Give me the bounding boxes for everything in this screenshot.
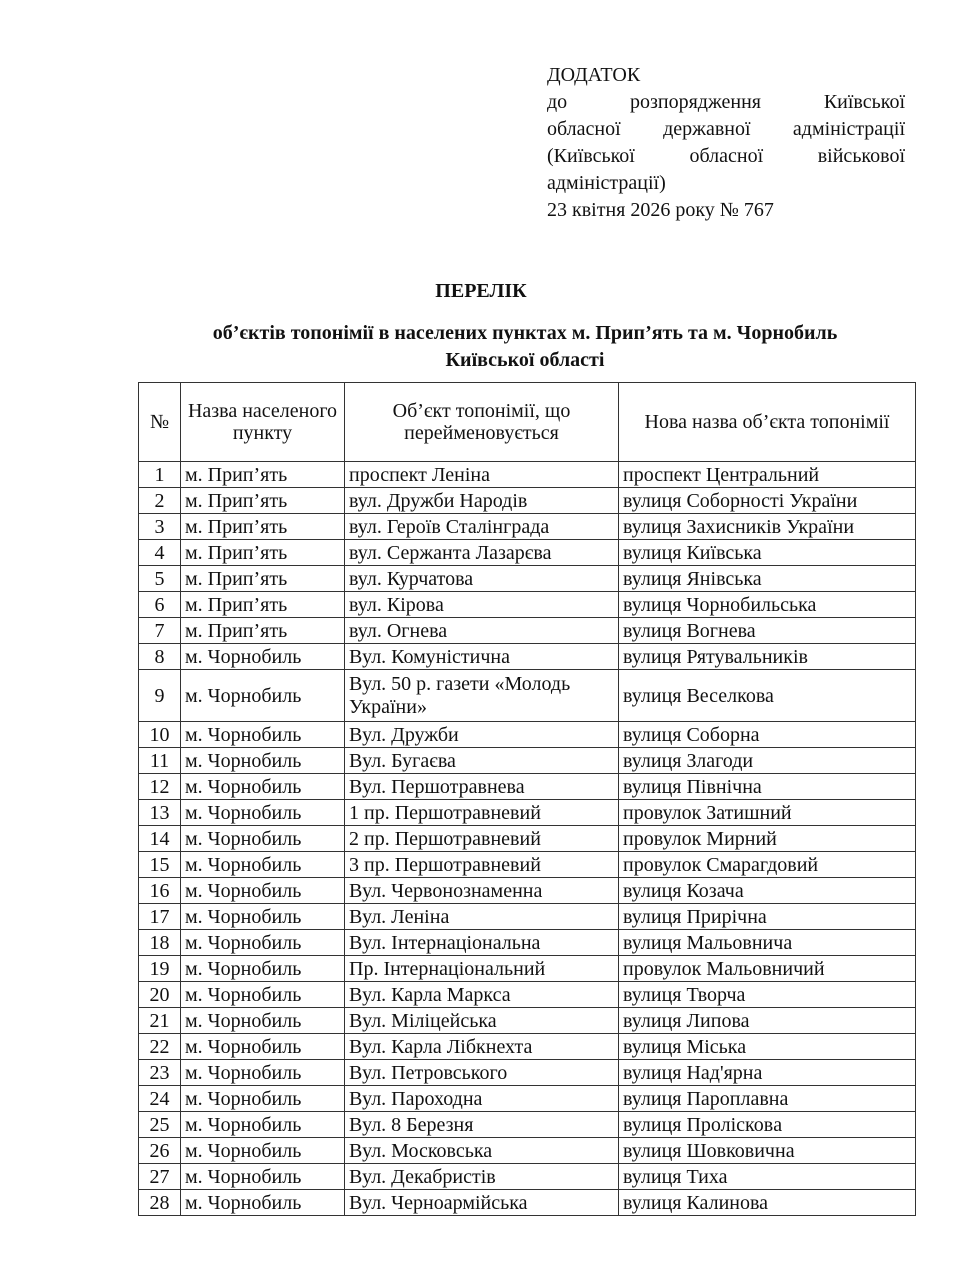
annex-heading: ДОДАТОК: [547, 64, 641, 86]
row-number: 18: [139, 930, 181, 956]
old-name-cell: Вул. Бугаєва: [345, 748, 619, 774]
table-row: [139, 982, 916, 1008]
old-name-cell: Вул. Червонознаменна: [345, 878, 619, 904]
table-row: [139, 722, 916, 748]
table-row: [139, 852, 916, 878]
old-name-cell: Вул. Пароходна: [345, 1086, 619, 1112]
settlement-cell: м. Чорнобиль: [181, 1112, 345, 1138]
old-name-cell: Вул. Петровського: [345, 1060, 619, 1086]
new-name-cell: провулок Затишний: [619, 800, 916, 826]
table-row: [139, 618, 916, 644]
row-number: 22: [139, 1034, 181, 1060]
row-number: 10: [139, 722, 181, 748]
new-name-cell: вулиця Захисників України: [619, 514, 916, 540]
old-name-cell: Вул. Декабристів: [345, 1164, 619, 1190]
new-name-cell: провулок Мирний: [619, 826, 916, 852]
settlement-cell: м. Чорнобиль: [181, 930, 345, 956]
settlement-cell: м. Чорнобиль: [181, 644, 345, 670]
annex-line: адміністрації): [547, 172, 666, 194]
old-name-cell: вул. Дружби Народів: [345, 488, 619, 514]
new-name-cell: вулиця Творча: [619, 982, 916, 1008]
table-body: [139, 462, 916, 1216]
settlement-cell: м. Чорнобиль: [181, 1060, 345, 1086]
table-row: [139, 826, 916, 852]
header-old-name: Об’єкт топонімії, що перейменовується: [345, 383, 619, 462]
new-name-cell: вулиця Липова: [619, 1008, 916, 1034]
row-number: 23: [139, 1060, 181, 1086]
new-name-cell: вулиця Чорнобильська: [619, 592, 916, 618]
settlement-cell: м. Чорнобиль: [181, 904, 345, 930]
table-row: [139, 956, 916, 982]
row-number: 15: [139, 852, 181, 878]
row-number: 4: [139, 540, 181, 566]
document-subtitle: [120, 320, 930, 374]
row-number: 28: [139, 1190, 181, 1216]
table-row: [139, 1060, 916, 1086]
header-number: №: [139, 383, 181, 462]
document-title: ПЕРЕЛІК: [435, 280, 527, 302]
table-header-row: [139, 383, 916, 462]
new-name-cell: вулиця Тиха: [619, 1164, 916, 1190]
old-name-cell: Вул. Леніна: [345, 904, 619, 930]
settlement-cell: м. Чорнобиль: [181, 722, 345, 748]
header-new-name: Нова назва об’єкта топонімії: [619, 383, 916, 462]
old-name-cell: 3 пр. Першотравневий: [345, 852, 619, 878]
table-row: [139, 566, 916, 592]
subtitle-line: об’єктів топонімії в населених пунктах м. Прип’ять та м. Чорнобиль: [212, 322, 838, 344]
settlement-cell: м. Прип’ять: [181, 540, 345, 566]
row-number: 1: [139, 462, 181, 488]
old-name-cell: 2 пр. Першотравневий: [345, 826, 619, 852]
table-row: [139, 878, 916, 904]
new-name-cell: вулиця Мальовнича: [619, 930, 916, 956]
row-number: 13: [139, 800, 181, 826]
settlement-cell: м. Прип’ять: [181, 514, 345, 540]
settlement-cell: м. Чорнобиль: [181, 878, 345, 904]
settlement-cell: м. Чорнобиль: [181, 1086, 345, 1112]
row-number: 17: [139, 904, 181, 930]
table-row: [139, 462, 916, 488]
new-name-cell: вулиця Над'ярна: [619, 1060, 916, 1086]
table-row: [139, 670, 916, 722]
table-row: [139, 1112, 916, 1138]
new-name-cell: вулиця Шовковична: [619, 1138, 916, 1164]
table-row: [139, 540, 916, 566]
new-name-cell: вулиця Калинова: [619, 1190, 916, 1216]
table-row: [139, 488, 916, 514]
settlement-cell: м. Чорнобиль: [181, 956, 345, 982]
row-number: 24: [139, 1086, 181, 1112]
old-name-cell: Вул. Міліцейська: [345, 1008, 619, 1034]
settlement-cell: м. Чорнобиль: [181, 1138, 345, 1164]
old-name-cell: Вул. Московська: [345, 1138, 619, 1164]
row-number: 3: [139, 514, 181, 540]
table-row: [139, 1034, 916, 1060]
table-row: [139, 1086, 916, 1112]
old-name-cell: Пр. Інтернаціональний: [345, 956, 619, 982]
settlement-cell: м. Чорнобиль: [181, 826, 345, 852]
table-row: [139, 1164, 916, 1190]
settlement-cell: м. Чорнобиль: [181, 852, 345, 878]
old-name-cell: проспект Леніна: [345, 462, 619, 488]
old-name-cell: вул. Кірова: [345, 592, 619, 618]
row-number: 19: [139, 956, 181, 982]
new-name-cell: вулиця Пролісковa: [619, 1112, 916, 1138]
table-row: [139, 1190, 916, 1216]
settlement-cell: м. Чорнобиль: [181, 982, 345, 1008]
new-name-cell: вулиця Янівська: [619, 566, 916, 592]
annex-block: [547, 62, 905, 224]
old-name-cell: Вул. Інтернаціональна: [345, 930, 619, 956]
old-name-cell: Вул. Черноармійська: [345, 1190, 619, 1216]
table-row: [139, 592, 916, 618]
old-name-cell: Вул. Дружби: [345, 722, 619, 748]
old-name-cell: вул. Курчатова: [345, 566, 619, 592]
old-name-cell: Вул. Комуністична: [345, 644, 619, 670]
settlement-cell: м. Чорнобиль: [181, 748, 345, 774]
row-number: 27: [139, 1164, 181, 1190]
new-name-cell: провулок Мальовничий: [619, 956, 916, 982]
toponymy-table: [138, 382, 916, 1216]
row-number: 21: [139, 1008, 181, 1034]
table-row: [139, 514, 916, 540]
new-name-cell: вулиця Міська: [619, 1034, 916, 1060]
header-settlement: Назва населеного пункту: [181, 383, 345, 462]
table-row: [139, 1008, 916, 1034]
settlement-cell: м. Прип’ять: [181, 592, 345, 618]
new-name-cell: вулиця Пароплавна: [619, 1086, 916, 1112]
table-row: [139, 748, 916, 774]
old-name-cell: вул. Героїв Сталінграда: [345, 514, 619, 540]
settlement-cell: м. Прип’ять: [181, 618, 345, 644]
settlement-cell: м. Чорнобиль: [181, 774, 345, 800]
old-name-cell: Вул. Карла Лібкнехта: [345, 1034, 619, 1060]
new-name-cell: вулиця Веселкова: [619, 670, 916, 722]
annex-line: обласної державної адміністрації: [547, 118, 905, 140]
table-row: [139, 904, 916, 930]
new-name-cell: вулиця Рятувальників: [619, 644, 916, 670]
row-number: 5: [139, 566, 181, 592]
row-number: 11: [139, 748, 181, 774]
row-number: 6: [139, 592, 181, 618]
new-name-cell: вулиця Київська: [619, 540, 916, 566]
settlement-cell: м. Чорнобиль: [181, 670, 345, 722]
new-name-cell: вулиця Злагоди: [619, 748, 916, 774]
table-row: [139, 930, 916, 956]
table-row: [139, 774, 916, 800]
old-name-cell: Вул. 50 р. газети «Молодь України»: [345, 670, 619, 722]
old-name-cell: вул. Сержанта Лазарєва: [345, 540, 619, 566]
old-name-cell: 1 пр. Першотравневий: [345, 800, 619, 826]
table-row: [139, 644, 916, 670]
row-number: 12: [139, 774, 181, 800]
new-name-cell: проспект Центральний: [619, 462, 916, 488]
row-number: 25: [139, 1112, 181, 1138]
row-number: 2: [139, 488, 181, 514]
annex-date: 23 квітня 2026 року № 767: [547, 199, 774, 221]
settlement-cell: м. Прип’ять: [181, 462, 345, 488]
row-number: 14: [139, 826, 181, 852]
settlement-cell: м. Прип’ять: [181, 566, 345, 592]
settlement-cell: м. Чорнобиль: [181, 1034, 345, 1060]
row-number: 7: [139, 618, 181, 644]
row-number: 20: [139, 982, 181, 1008]
annex-line: до розпорядження Київської: [547, 91, 905, 113]
settlement-cell: м. Прип’ять: [181, 488, 345, 514]
table-row: [139, 800, 916, 826]
new-name-cell: вулиця Соборна: [619, 722, 916, 748]
row-number: 9: [139, 670, 181, 722]
new-name-cell: провулок Смарагдовий: [619, 852, 916, 878]
new-name-cell: вулиця Прирічна: [619, 904, 916, 930]
settlement-cell: м. Чорнобиль: [181, 1190, 345, 1216]
old-name-cell: Вул. Карла Маркса: [345, 982, 619, 1008]
row-number: 26: [139, 1138, 181, 1164]
row-number: 16: [139, 878, 181, 904]
subtitle-line: Київської області: [445, 349, 605, 371]
annex-line: (Київської обласної військової: [547, 145, 905, 167]
new-name-cell: вулиця Соборності України: [619, 488, 916, 514]
new-name-cell: вулиця Північна: [619, 774, 916, 800]
table-row: [139, 1138, 916, 1164]
settlement-cell: м. Чорнобиль: [181, 800, 345, 826]
row-number: 8: [139, 644, 181, 670]
new-name-cell: вулиця Козача: [619, 878, 916, 904]
settlement-cell: м. Чорнобиль: [181, 1164, 345, 1190]
old-name-cell: Вул. Першотравнева: [345, 774, 619, 800]
old-name-cell: вул. Огнева: [345, 618, 619, 644]
new-name-cell: вулиця Вогнева: [619, 618, 916, 644]
old-name-cell: Вул. 8 Березня: [345, 1112, 619, 1138]
settlement-cell: м. Чорнобиль: [181, 1008, 345, 1034]
